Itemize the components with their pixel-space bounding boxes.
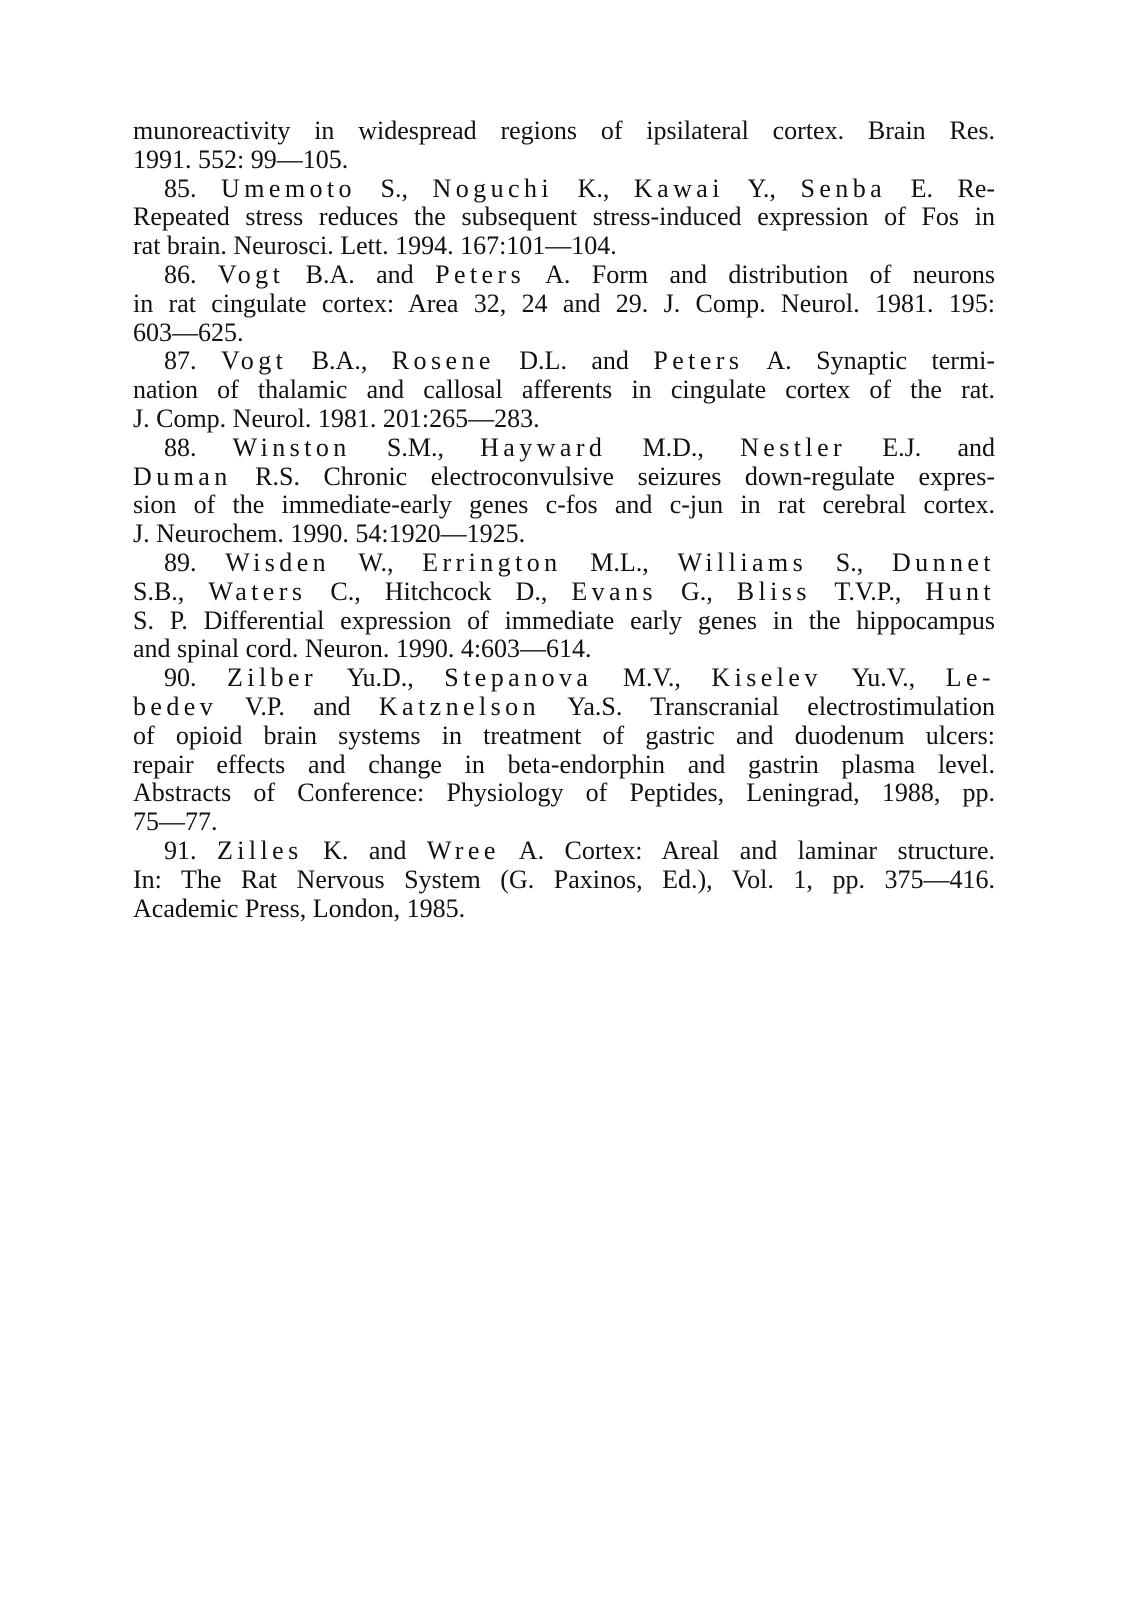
reference-line: of opioid brain systems in treatment of gastric and duodenum ulcers: [133,720,995,750]
reference-number: 89. [164,547,197,577]
author-initials: T.V.P., [834,576,902,606]
reference-first-line [133,434,995,463]
author-surname: Hunt [925,576,996,606]
author-surname: Katznelson [378,691,540,721]
reference-number: 85. [164,173,197,203]
reference-85 [133,175,995,261]
author-surname: Senba [800,173,887,203]
reference-line: in rat cingulate cortex: Area 32, 24 and 29. J. Comp. Neurol. 1981. 195: [133,288,995,318]
reference-88 [133,434,995,549]
author-surname: Zilber [227,663,318,693]
reference-list [133,117,995,923]
reference-text: A. Synaptic termi- [766,346,996,376]
author-surname: Peters [653,346,744,376]
author-initials: S.M., [386,432,444,462]
author-surname: Rosene [391,346,495,376]
reference-line: repair effects and change in beta-endorphin and gastrin plasma level. [133,749,995,779]
author-initials: E.J. and [882,432,996,462]
author-surname: Bliss [736,576,811,606]
author-surname: Dunnet [891,547,996,577]
reference-line: 1991. 552: 99—105. [133,144,349,174]
author-initials: D.L. and [519,346,629,376]
author-surname: bedev [133,691,218,721]
reference-87 [133,347,995,433]
author-surname: Stepanova [444,663,593,693]
reference-first-line [133,549,995,578]
author-surname: Hayward [480,432,607,462]
reference-first-line [133,837,995,866]
reference-90 [133,664,995,837]
author-surname: Wisden [225,547,331,577]
author-surname: Duman [133,461,232,491]
reference-number: 87. [164,346,197,376]
author-initials: S.B., [133,576,185,606]
reference-line: nation of thalamic and callosal afferents in cingulate cortex of the rat. [133,375,995,405]
reference-first-line [133,175,995,204]
reference-number: 88. [164,432,197,462]
reference-line [133,463,995,492]
author-surname: Le- [945,663,996,693]
reference-line: munoreactivity in widespread regions of ipsilateral cortex. Brain Res. [133,116,995,145]
reference-line: Academic Press, London, 1985. [133,893,466,923]
reference-number: 86. [164,259,197,289]
reference-91 [133,837,995,923]
author-surname: Williams [677,547,808,577]
reference-number: 90. [164,663,197,693]
reference-line [133,693,995,722]
author-surname: Peters [435,259,526,289]
reference-line: 75—77. [133,807,218,837]
author-initials: V.P. and [244,691,351,721]
author-surname: Errington [422,547,562,577]
author-initials: W., [358,547,394,577]
author-initials: Y., [747,173,776,203]
reference-first-line [133,664,995,693]
author-initials: Yu.D., [346,663,414,693]
author-surname: Zilles [216,835,303,865]
author-surname: Wree [426,835,500,865]
reference-line: Repeated stress reduces the subsequent stress-induced expression of Fos in [133,202,995,232]
author-initials: K., [577,173,610,203]
reference-text: A. Cortex: Areal and laminar structure. [518,835,996,865]
author-initials: M.D., [642,432,704,462]
reference-86 [133,261,995,347]
reference-line: S. P. Differential expression of immediate early genes in the hippocampus [133,605,995,635]
author-initials: B.A., [311,346,368,376]
author-surname: Evans [571,576,657,606]
reference-line: 603—625. [133,317,244,347]
author-initials: M.V., [622,663,681,693]
author-surname: Umemoto [221,173,356,203]
author-surname: Nestler [740,432,847,462]
reference-89 [133,549,995,664]
reference-line: In: The Rat Nervous System (G. Paxinos, Ed.), Vol. 1, pp. 375—416. [133,864,995,894]
reference-first-line [133,261,995,290]
author-surname: Vogt [217,259,285,289]
author-initials: S., [380,173,408,203]
author-surname: Waters [208,576,307,606]
reference-84-continuation [133,117,995,175]
author-initials: K. and [323,835,407,865]
reference-line: rat brain. Neurosci. Lett. 1994. 167:101—104. [133,231,617,261]
reference-line: J. Comp. Neurol. 1981. 201:265—283. [133,403,540,433]
author-surname: Kawai [633,173,724,203]
author-surname: Vogt [220,346,288,376]
reference-text: Ya.S. Transcranial electrostimulation [567,691,996,721]
reference-number: 91. [164,835,197,865]
reference-text: A. Form and distribution of neurons [545,259,996,289]
reference-first-line [133,347,995,376]
reference-line [133,578,995,607]
author-initials: B.A. and [305,259,414,289]
author-surname: Noguchi [432,173,554,203]
author-initials: M.L., [590,547,649,577]
author-surname: Kiselev [711,663,822,693]
reference-line: and spinal cord. Neuron. 1990. 4:603—614. [133,634,592,664]
reference-line: J. Neurochem. 1990. 54:1920—1925. [133,519,526,549]
author-initials: E. Re- [910,173,996,203]
author-initials: S., [835,547,864,577]
reference-text: R.S. Chronic electroconvulsive seizures down-regulate expres- [255,461,995,491]
author-initials: C., Hitchcock D., [330,576,548,606]
author-initials: G., [680,576,713,606]
author-initials: Yu.V., [851,663,916,693]
reference-line: Abstracts of Conference: Physiology of Peptides, Leningrad, 1988, pp. [133,778,995,808]
reference-line: sion of the immediate-early genes c-fos and c-jun in rat cerebral cortex. [133,490,995,520]
author-surname: Winston [232,432,351,462]
